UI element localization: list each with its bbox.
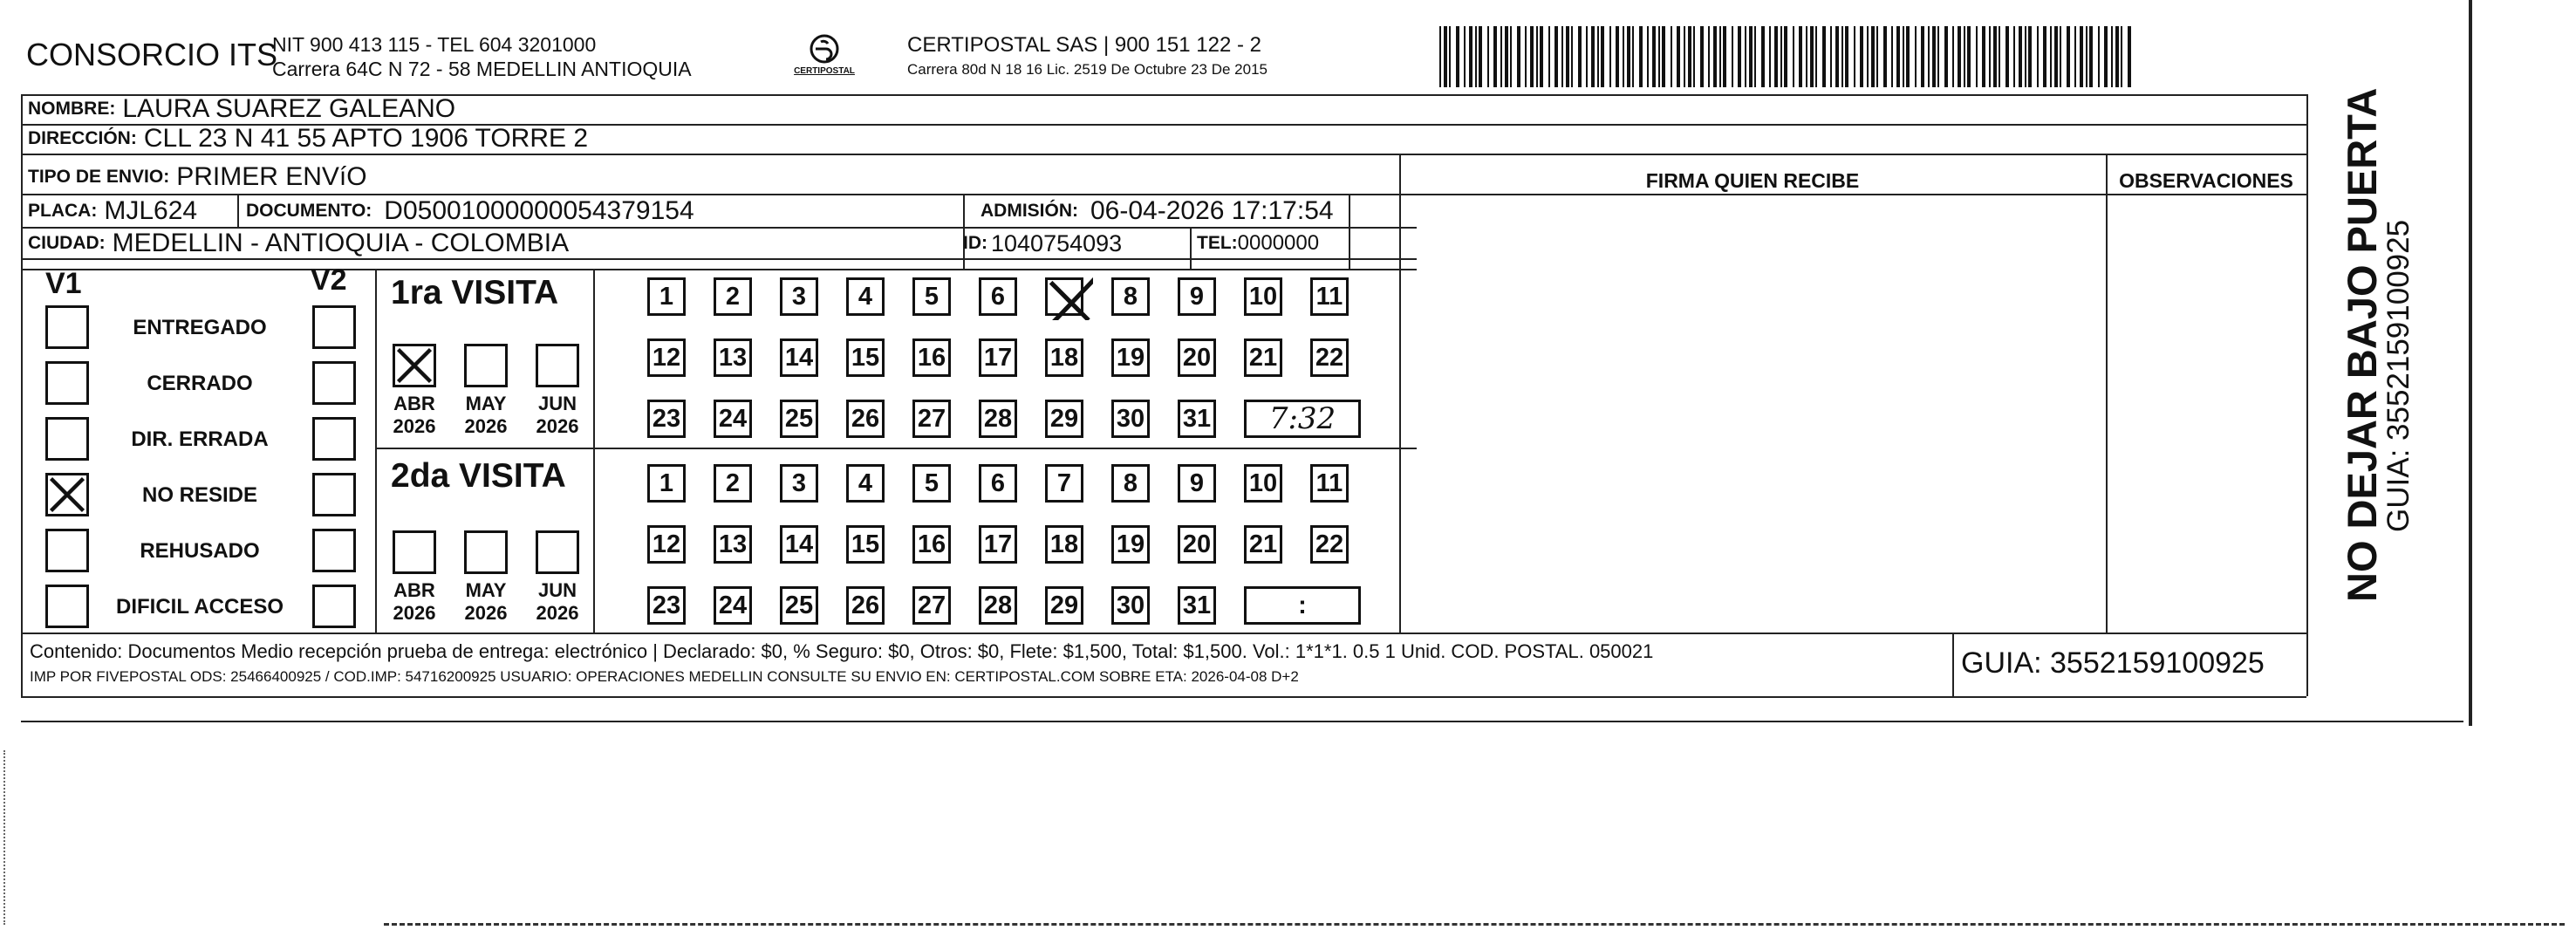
visit2-day-box[interactable] [1244,525,1282,564]
id-row [963,229,1122,258]
day-number: 4 [858,282,873,311]
ciudad-value: MEDELLIN - ANTIOQUIA - COLOMBIA [112,229,570,257]
visit2-day-box[interactable] [714,525,752,564]
day-number: 17 [983,343,1013,372]
observaciones-label: OBSERVACIONES [2119,169,2293,192]
tel-value: 0000000 [1237,231,1320,255]
day-number: 6 [990,282,1006,311]
visit2-month-checkbox[interactable] [464,530,508,574]
imp-text: IMP POR FIVEPOSTAL ODS: 25466400925 / COD.IMP: 54716200925 USUARIO: OPERACIONES MEDELLIN CONSULTE SU ENVIO EN: CERTIPOSTAL.COM SOBRE ETA: 2026-04-08 D+2 [30,668,1299,685]
visit1-day-box[interactable] [1111,277,1150,316]
day-number: 24 [718,591,748,619]
day-number: 4 [858,468,873,497]
day-number: 5 [924,468,940,497]
month-year: 2026 [464,602,508,624]
visit2-time-box[interactable] [1244,586,1361,625]
day-number: 20 [1182,343,1212,372]
ciudad-label: CIUDAD: [28,233,106,253]
day-number: 16 [917,343,946,372]
certipostal-license: Carrera 80d N 18 16 Lic. 2519 De Octubre 23 De 2015 [907,61,1268,78]
day-number: 10 [1248,282,1278,311]
contenido-text: Contenido: Documentos Medio recepción prueba de entrega: electrónico | Declarado: $0, % Seguro: $0, Otros: $0, Flete: $1,500, Total: $1,500. Vol.: 1*1*1. 0.5 1 Unid. COD. POSTAL. 050021 [30,640,1654,662]
month-name: MAY [465,579,507,601]
scan-left-edge [3,750,5,925]
visit1-day-box[interactable] [846,338,885,377]
visit2-day-box[interactable] [1045,525,1083,564]
visit2-month-checkbox[interactable] [393,530,436,574]
visit2-day-box[interactable] [714,464,752,503]
visit2-day-box[interactable] [647,464,686,503]
day-number: 22 [1315,530,1344,558]
visit2-day-box[interactable] [1045,586,1083,625]
day-number: 19 [1116,343,1145,372]
v1-checkbox[interactable] [45,361,89,405]
certipostal-info: CERTIPOSTAL SAS | 900 151 122 - 2 [907,33,1261,57]
day-number: 20 [1182,530,1212,558]
visit1-month-checkbox[interactable] [464,344,508,387]
direccion-value: CLL 23 N 41 55 APTO 1906 TORRE 2 [143,124,589,153]
visit1-day-box[interactable] [1244,277,1282,316]
documento-row [246,195,694,227]
day-number: 25 [784,404,814,433]
day-number: 30 [1116,591,1145,619]
day-number: 8 [1123,282,1138,311]
day-number: 25 [784,591,814,619]
day-number: 12 [652,343,681,372]
visit1-day-box[interactable] [912,400,951,438]
day-number: 31 [1182,591,1212,619]
company-address: Carrera 64C N 72 - 58 MEDELLIN ANTIOQUIA [272,58,692,80]
status-label: REHUSADO [140,539,260,563]
visit2-day-box[interactable] [1310,525,1349,564]
day-number: 22 [1315,343,1344,372]
visit1-day-box[interactable] [1178,400,1216,438]
v2-checkbox[interactable] [312,361,356,405]
day-number: 3 [791,468,807,497]
month-name: JUN [537,579,577,601]
day-number: 19 [1116,530,1145,558]
visit1-day-box[interactable] [647,338,686,377]
day-number: 3 [791,282,807,311]
day-number: 14 [784,530,814,558]
visit1-day-box[interactable] [1310,277,1349,316]
company-name: CONSORCIO ITS [26,37,278,72]
direccion-row [28,124,588,154]
barcode [1439,26,2137,87]
v2-checkbox[interactable] [312,417,356,461]
v1-checkbox[interactable] [45,305,89,349]
id-value: 1040754093 [991,229,1123,256]
visit1-month-checkbox[interactable] [536,344,579,387]
status-label: ENTREGADO [133,316,267,339]
visit1-day-box[interactable] [846,400,885,438]
visit2-day-box[interactable] [1111,525,1150,564]
tel-row [1197,229,1319,258]
logo-text: CERTIPOSTAL [794,66,855,76]
day-number: 13 [718,343,748,372]
day-number: 15 [851,343,880,372]
placa-label: PLACA: [28,201,98,221]
certipostal-logo [789,31,859,84]
visit2-day-box[interactable] [780,464,818,503]
scan-line [384,923,2565,926]
status-label: DIFICIL ACCESO [115,595,284,619]
v1-label: V1 [45,267,82,300]
day-number: 10 [1248,468,1278,497]
visit2-month-label [388,579,441,625]
barcode-bars [1439,26,2137,87]
visit1-day-box[interactable] [647,277,686,316]
day-number: 6 [990,468,1006,497]
status-label: DIR. ERRADA [131,427,269,451]
v2-checkbox[interactable] [312,473,356,516]
day-number: 1 [659,468,674,497]
day-number: 23 [652,404,681,433]
visit1-day-box[interactable] [780,338,818,377]
visit1-day-box[interactable] [1045,338,1083,377]
documento-value: D05001000000054379154 [384,196,694,225]
visit2-day-box[interactable] [846,586,885,625]
visit1-day-box[interactable] [979,400,1017,438]
day-number: 27 [917,591,946,619]
tipo-row [28,162,367,192]
day-number: 30 [1116,404,1145,433]
day-number: 17 [983,530,1013,558]
visit1-day-box[interactable] [780,400,818,438]
visit2-day-box[interactable] [1310,464,1349,503]
v1-checkbox[interactable] [45,473,89,516]
footer-guia: GUIA: 3552159100925 [1961,646,2265,680]
x-mark-icon [1044,271,1093,320]
v2-label: V2 [311,263,347,297]
visit1-day-box[interactable] [1045,277,1083,316]
visit2-day-box[interactable] [1178,525,1216,564]
day-number: 14 [784,343,814,372]
v1-checkbox[interactable] [45,417,89,461]
visit2-day-box[interactable] [1111,464,1150,503]
visit1-day-box[interactable] [714,277,752,316]
day-number: 26 [851,591,880,619]
month-name: ABR [393,393,435,414]
visit2-day-box[interactable] [1111,586,1150,625]
visit1-day-box[interactable] [1178,277,1216,316]
visit2-day-box[interactable] [647,586,686,625]
visit1-day-box[interactable] [912,277,951,316]
x-mark-icon [48,475,86,514]
visit1-month-label [460,393,512,438]
visit2-day-box[interactable] [780,525,818,564]
day-number: 28 [983,591,1013,619]
day-number: 9 [1189,282,1205,311]
visit1-day-box[interactable] [647,400,686,438]
day-number: 18 [1049,343,1079,372]
day-number: 15 [851,530,880,558]
v2-checkbox[interactable] [312,305,356,349]
nombre-value: LAURA SUAREZ GALEANO [122,94,456,123]
visit2-day-box[interactable] [1045,464,1083,503]
visit1-title: 1ra VISITA [391,274,559,311]
day-number: 29 [1049,404,1079,433]
v1-checkbox[interactable] [45,585,89,628]
visit1-day-box[interactable] [714,400,752,438]
month-year: 2026 [393,415,436,437]
visit2-day-box[interactable] [714,586,752,625]
day-number: 16 [917,530,946,558]
status-label: CERRADO [147,372,253,395]
visit1-day-box[interactable] [912,338,951,377]
visit1-time-box[interactable] [1244,400,1361,438]
status-label: NO RESIDE [141,483,258,507]
admision-row [981,195,1334,227]
day-number: 28 [983,404,1013,433]
month-name: JUN [537,393,577,414]
visit2-day-box[interactable] [912,525,951,564]
visit1-month-label [388,393,441,438]
no-dejar-text: NO DEJAR BAJO PUERTA [2339,87,2385,602]
visit2-month-label [460,579,512,625]
visit2-day-box[interactable] [647,525,686,564]
day-number: 31 [1182,404,1212,433]
nombre-label: NOMBRE: [28,99,116,119]
day-number: 21 [1248,343,1278,372]
visit1-day-box[interactable] [714,338,752,377]
visit1-day-box[interactable] [1045,400,1083,438]
visit1-day-box[interactable] [1244,338,1282,377]
visit2-day-box[interactable] [1178,586,1216,625]
company-nit: NIT 900 413 115 - TEL 604 3201000 [272,33,597,56]
visit1-day-box[interactable] [1310,338,1349,377]
visit2-day-box[interactable] [912,586,951,625]
visit1-day-box[interactable] [780,277,818,316]
day-number: 11 [1315,282,1343,311]
day-number: 2 [725,468,741,497]
visit1-day-box[interactable] [846,277,885,316]
day-number: 27 [917,404,946,433]
firma-label: FIRMA QUIEN RECIBE [1645,169,1860,192]
day-number: 18 [1049,530,1079,558]
visit1-time-value: 7:32 [1268,401,1336,436]
visit2-day-box[interactable] [979,464,1017,503]
visit2-title: 2da VISITA [391,457,566,495]
x-mark-icon [395,346,434,385]
visit2-day-box[interactable] [780,586,818,625]
visit1-month-label [531,393,584,438]
day-number: 24 [718,404,748,433]
visit1-day-box[interactable] [1111,338,1150,377]
admision-value: 06-04-2026 17:17:54 [1090,196,1334,225]
day-number: 2 [725,282,741,311]
day-number: 11 [1315,468,1343,497]
side-guia: GUIA: 3552159100925 [2381,219,2415,532]
visit2-day-box[interactable] [979,586,1017,625]
month-name: MAY [465,393,507,414]
visit1-day-box[interactable] [1111,400,1150,438]
day-number: 7 [1056,468,1072,497]
month-year: 2026 [536,602,579,624]
v2-checkbox[interactable] [312,585,356,628]
day-number: 26 [851,404,880,433]
documento-label: DOCUMENTO: [246,201,372,221]
day-number: 1 [659,282,674,311]
month-year: 2026 [393,602,436,624]
tel-label: TEL: [1197,233,1238,253]
visit2-time-value: : [1298,591,1307,619]
tipo-value: PRIMER ENVíO [176,162,367,191]
id-label: ID: [963,233,987,253]
visit1-day-box[interactable] [979,338,1017,377]
visit2-month-label [531,579,584,625]
day-number: 12 [652,530,681,558]
v1-checkbox[interactable] [45,529,89,572]
visit2-day-box[interactable] [846,464,885,503]
visit2-month-checkbox[interactable] [536,530,579,574]
tipo-label: TIPO DE ENVIO: [28,167,170,187]
visit1-day-box[interactable] [979,277,1017,316]
admision-label: ADMISIÓN: [981,201,1078,221]
day-number: 13 [718,530,748,558]
visit2-day-box[interactable] [846,525,885,564]
month-year: 2026 [536,415,579,437]
visit2-day-box[interactable] [979,525,1017,564]
day-number: 29 [1049,591,1079,619]
placa-value: MJL624 [104,196,198,225]
day-number: 9 [1189,468,1205,497]
month-year: 2026 [464,415,508,437]
ciudad-row [28,229,569,258]
visit1-day-box[interactable] [1178,338,1216,377]
day-number: 5 [924,282,940,311]
v2-checkbox[interactable] [312,529,356,572]
direccion-label: DIRECCIÓN: [28,128,137,148]
visit2-day-box[interactable] [1178,464,1216,503]
day-number: 23 [652,591,681,619]
day-number: 8 [1123,468,1138,497]
placa-row [28,195,197,227]
visit1-month-checkbox[interactable] [393,344,436,387]
nombre-row [28,94,455,124]
month-name: ABR [393,579,435,601]
visit2-day-box[interactable] [912,464,951,503]
day-number: 21 [1248,530,1278,558]
visit2-day-box[interactable] [1244,464,1282,503]
